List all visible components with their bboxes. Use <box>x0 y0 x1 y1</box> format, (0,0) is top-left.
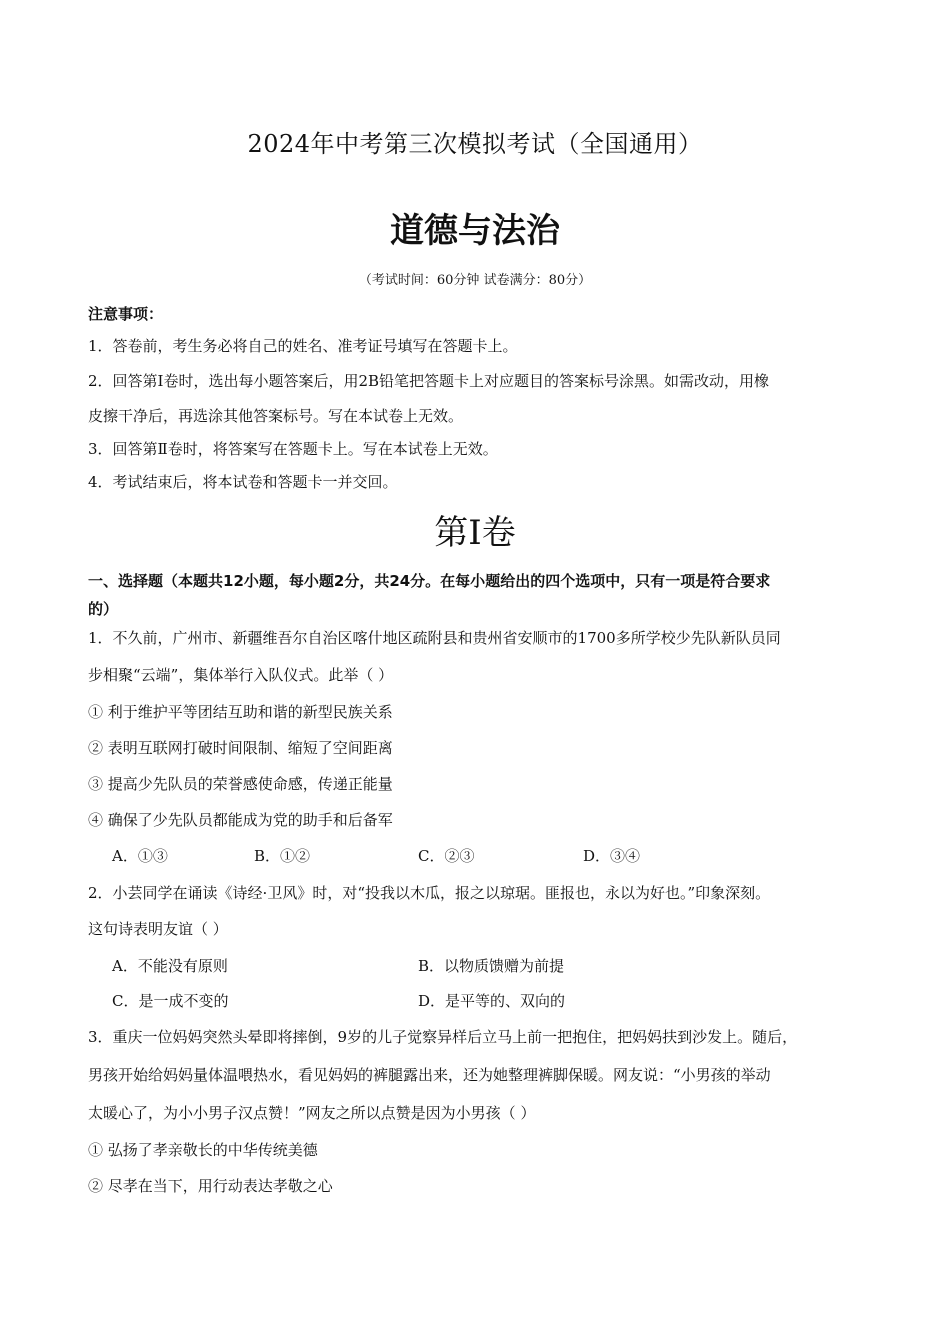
notice-item: 2．回答第Ⅰ卷时，选出每小题答案后，用2B铅笔把答题卡上对应题目的答案标号涂黑。如需改动，用橡 <box>88 372 770 390</box>
question-stem: 男孩开始给妈妈量体温喂热水，看见妈妈的裤腿露出来，还为她整理裤脚保暖。网友说：“小男孩的举动 <box>88 1066 771 1084</box>
question-stem: 太暖心了，为小小男子汉点赞！”网友之所以点赞是因为小男孩（ ） <box>88 1104 536 1122</box>
subject-title: 道德与法治 <box>390 211 560 251</box>
question-statement: ① 利于维护平等团结互助和谐的新型民族关系 <box>88 703 393 721</box>
answer-option: D．是平等的、双向的 <box>418 992 566 1010</box>
answer-option: C．是一成不变的 <box>112 992 229 1010</box>
part-heading: 一、选择题（本题共12小题，每小题2分，共24分。在每小题给出的四个选项中，只有一项是符合要求 <box>88 572 771 590</box>
question-stem: 3．重庆一位妈妈突然头晕即将摔倒，9岁的儿子觉察异样后立马上前一把抱住，把妈妈扶到沙发上。随后， <box>88 1028 798 1046</box>
exam-title: 2024年中考第三次模拟考试（全国通用） <box>247 130 703 158</box>
question-stem: 1．不久前，广州市、新疆维吾尔自治区喀什地区疏附县和贵州省安顺市的1700多所学校少先队新队员同 <box>88 629 781 647</box>
exam-info: （考试时间：60分钟 试卷满分：80分） <box>358 273 592 288</box>
question-statement: ① 弘扬了孝亲敬长的中华传统美德 <box>88 1141 318 1159</box>
question-statement: ③ 提高少先队员的荣誉感使命感，传递正能量 <box>88 775 393 793</box>
answer-option: D．③④ <box>583 847 641 865</box>
section-title: 第Ⅰ卷 <box>434 513 516 553</box>
notice-item: 皮擦干净后，再选涂其他答案标号。写在本试卷上无效。 <box>88 407 464 425</box>
notice-item: 1．答卷前，考生务必将自己的姓名、准考证号填写在答题卡上。 <box>88 337 518 355</box>
part-heading: 的） <box>88 600 119 618</box>
question-stem: 2．小芸同学在诵读《诗经·卫风》时，对“投我以木瓜，报之以琼琚。匪报也，永以为好也。”印象深刻。 <box>88 884 771 902</box>
answer-option: A．不能没有原则 <box>112 957 228 975</box>
notice-item: 4．考试结束后，将本试卷和答题卡一并交回。 <box>88 473 398 491</box>
question-statement: ② 表明互联网打破时间限制、缩短了空间距离 <box>88 739 393 757</box>
question-statement: ④ 确保了少先队员都能成为党的助手和后备军 <box>88 811 393 829</box>
question-stem: 这句诗表明友谊（ ） <box>88 920 228 938</box>
answer-option: B．以物质馈赠为前提 <box>418 957 565 975</box>
notice-heading: 注意事项： <box>88 305 164 323</box>
answer-option: C．②③ <box>418 847 475 865</box>
notice-item: 3．回答第Ⅱ卷时，将答案写在答题卡上。写在本试卷上无效。 <box>88 440 498 458</box>
answer-option: B．①② <box>254 847 311 865</box>
question-stem: 步相聚“云端”，集体举行入队仪式。此举（ ） <box>88 666 394 684</box>
answer-option: A．①③ <box>112 847 168 865</box>
question-statement: ② 尽孝在当下，用行动表达孝敬之心 <box>88 1177 333 1195</box>
